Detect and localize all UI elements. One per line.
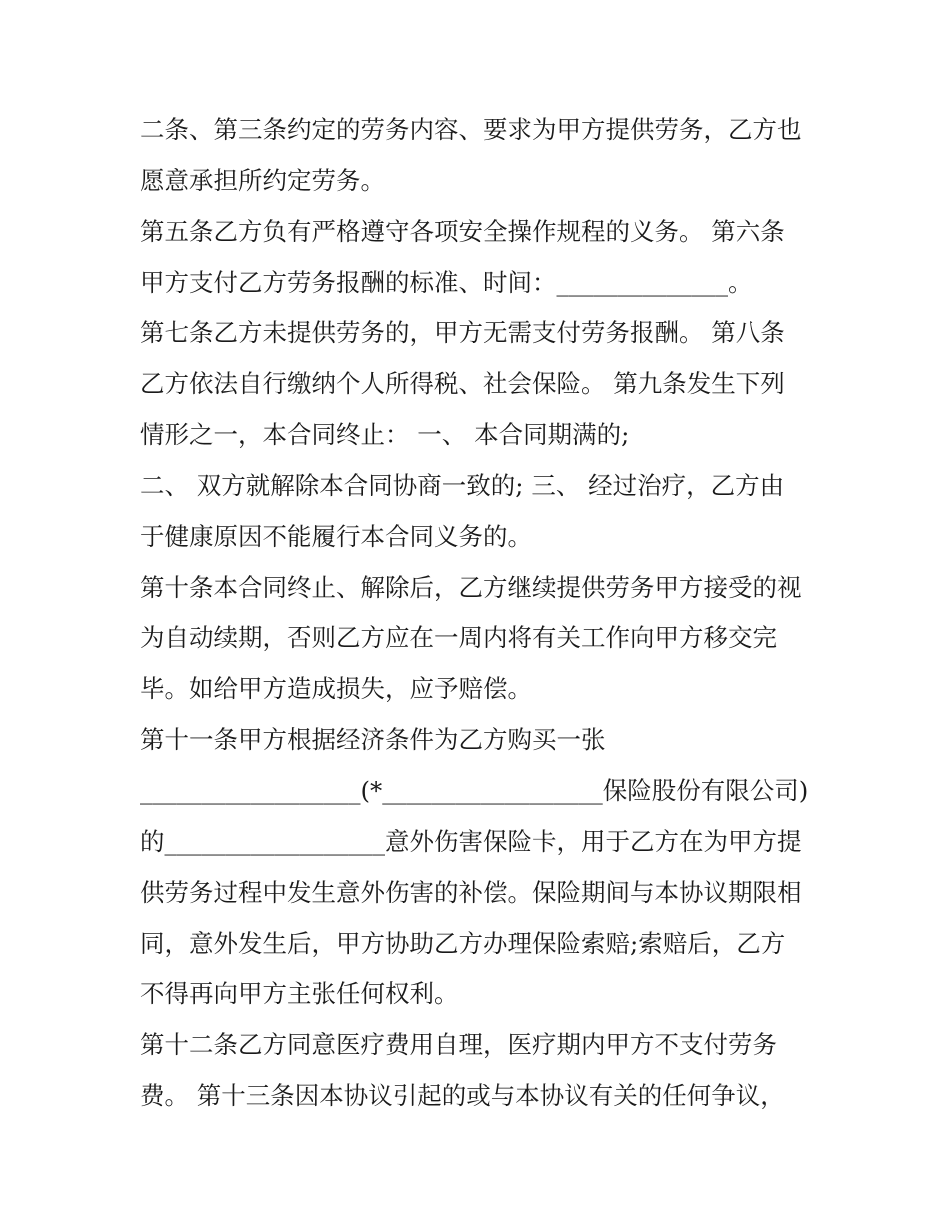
text-line: 甲方支付乙方劳务报酬的标准、时间：______________。 bbox=[140, 267, 753, 297]
text-line: 毕。如给甲方造成损失，应予赔偿。 bbox=[140, 674, 532, 704]
text-line: __________________(*__________________保险股份有限公司) bbox=[140, 775, 809, 805]
text-line: 愿意承担所约定劳务。 bbox=[140, 165, 385, 195]
text-line: 第五条乙方负有严格遵守各项安全操作规程的义务。 第六条 bbox=[140, 216, 785, 246]
text-line: 二条、第三条约定的劳务内容、要求为甲方提供劳务，乙方也 bbox=[140, 115, 802, 144]
text-line: 二、 双方就解除本合同协商一致的; 三、 经过治疗，乙方由 bbox=[140, 470, 785, 500]
document-body bbox=[140, 105, 830, 1122]
text-line: 第十条本合同终止、解除后，乙方继续提供劳务甲方接受的视 bbox=[140, 572, 802, 602]
text-line: 第十二条乙方同意医疗费用自理，医疗期内甲方不支付劳务 bbox=[140, 1030, 777, 1060]
text-line: 乙方依法自行缴纳个人所得税、社会保险。 第九条发生下列 bbox=[140, 369, 785, 399]
text-line: 于健康原因不能履行本合同义务的。 bbox=[140, 521, 532, 551]
text-line: 费。 第十三条因本协议引起的或与本协议有关的任何争议， bbox=[140, 1081, 785, 1111]
text-line: 供劳务过程中发生意外伤害的补偿。保险期间与本协议期限相 bbox=[140, 877, 802, 907]
text-line: 第十一条甲方根据经济条件为乙方购买一张 bbox=[140, 725, 606, 755]
text-line: 为自动续期，否则乙方应在一周内将有关工作向甲方移交完 bbox=[140, 623, 777, 653]
text-line: 不得再向甲方主张任何权利。 bbox=[140, 979, 459, 1009]
text-line: 的__________________意外伤害保险卡，用于乙方在为甲方提 bbox=[140, 826, 802, 856]
text-line: 情形之一，本合同终止： 一、 本合同期满的; bbox=[140, 420, 630, 450]
text-line: 同，意外发生后，甲方协助乙方办理保险索赔;索赔后，乙方 bbox=[140, 928, 786, 958]
text-line: 第七条乙方未提供劳务的，甲方无需支付劳务报酬。 第八条 bbox=[140, 318, 785, 348]
